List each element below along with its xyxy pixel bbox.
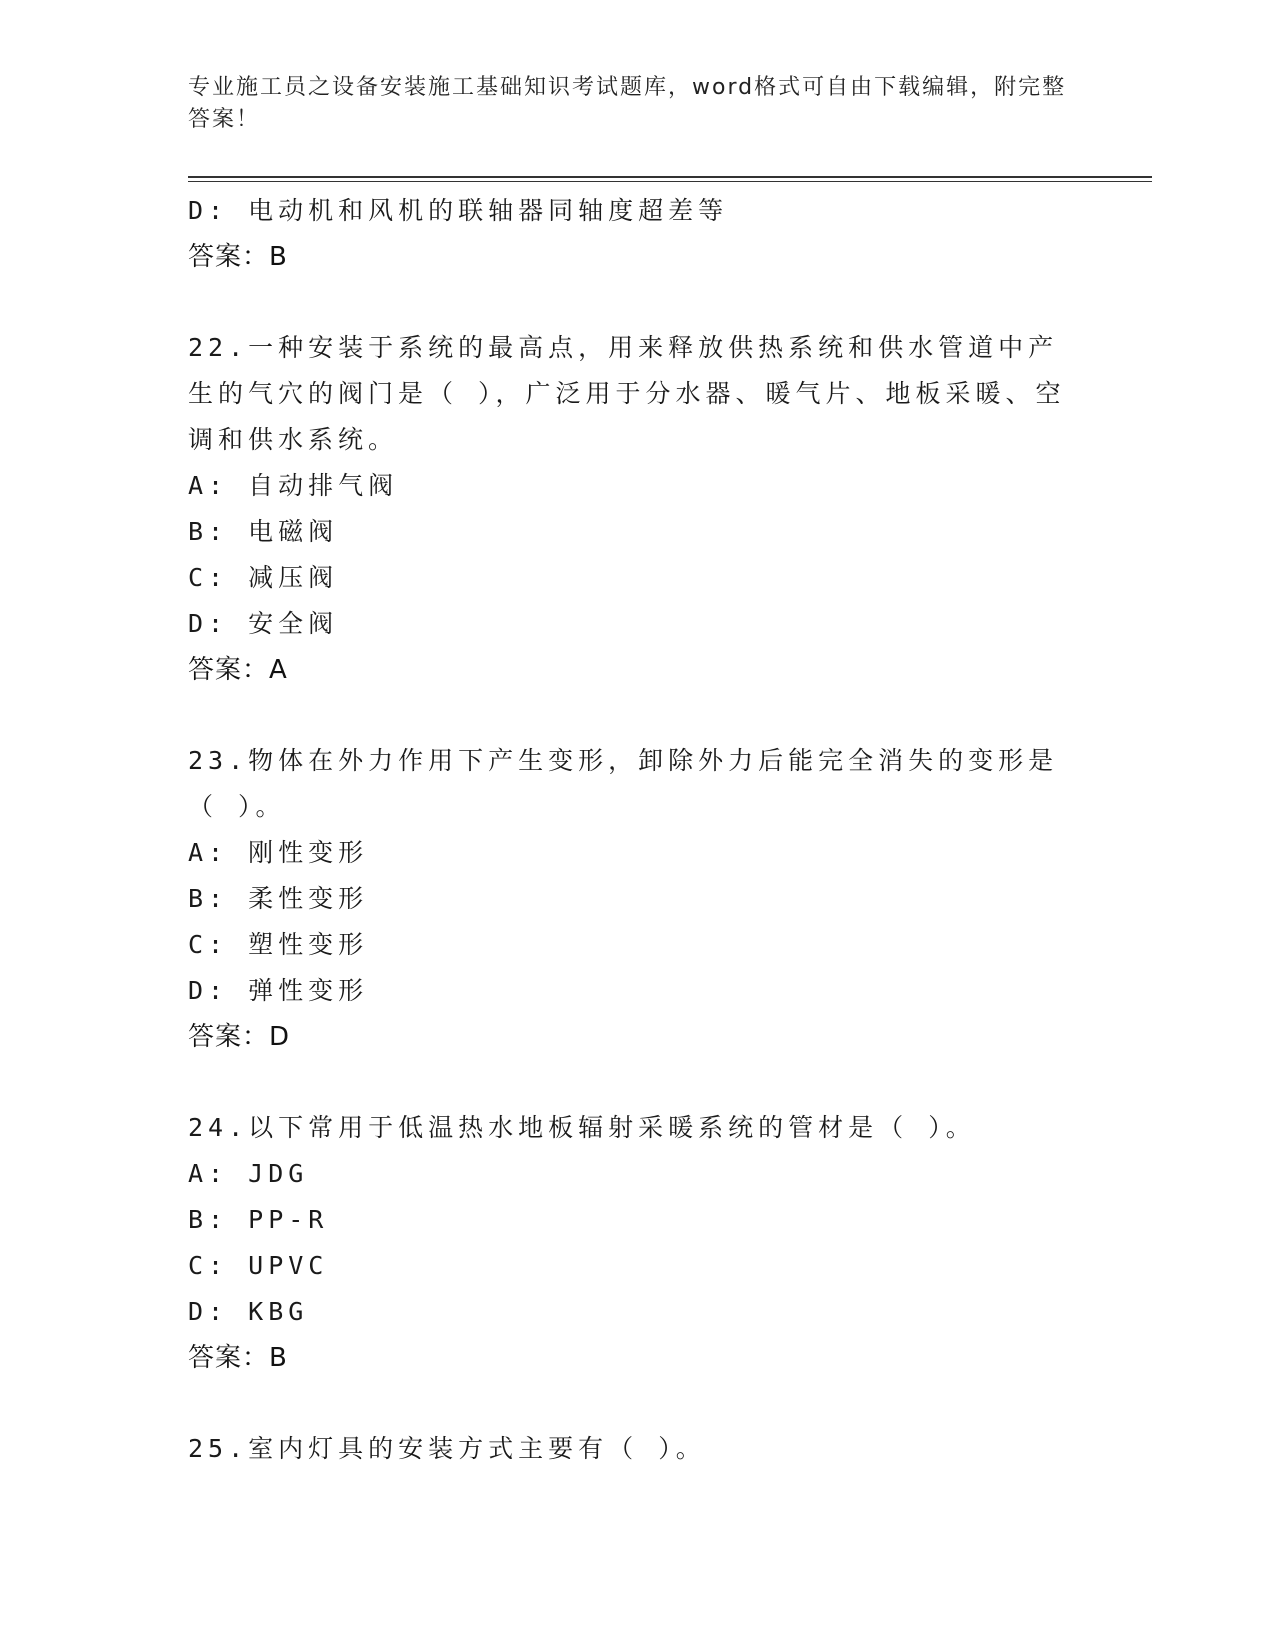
question-23-option-b: B: 柔性变形 (188, 884, 369, 913)
question-24-option-b: B: PP-R (188, 1205, 329, 1234)
header-rule-thin (188, 181, 1152, 182)
question-22-option-a: A: 自动排气阀 (188, 471, 399, 500)
question-22-option-d: D: 安全阀 (188, 609, 339, 638)
question-23-option-d: D: 弹性变形 (188, 976, 369, 1005)
question-24-option-d: D: KBG (188, 1297, 309, 1326)
question-23-answer: 答案：D (188, 1022, 291, 1052)
question-23-stem: 23.物体在外力作用下产生变形，卸除外力后能完全消失的变形是（ ）。 (188, 746, 1059, 821)
question-22-stem: 22.一种安装于系统的最高点，用来释放供热系统和供水管道中产生的气穴的阀门是（ ），广泛用于分水器、暖气片、地板采暖、空调和供水系统。 (188, 333, 1066, 454)
question-23-option-c: C: 塑性变形 (188, 930, 369, 959)
question-22-option-b: B: 电磁阀 (188, 517, 339, 546)
header-rule-thick (188, 176, 1152, 178)
prev-answer: 答案：B (188, 242, 288, 272)
question-25-stem: 25.室内灯具的安装方式主要有（ ）。 (188, 1434, 706, 1463)
question-content (188, 188, 1088, 1472)
spacer (188, 1381, 1088, 1426)
spacer (188, 280, 1088, 325)
question-24-stem: 24.以下常用于低温热水地板辐射采暖系统的管材是（ ）。 (188, 1113, 976, 1142)
spacer (188, 1060, 1088, 1105)
question-24-option-a: A: JDG (188, 1159, 309, 1188)
document-header: 专业施工员之设备安装施工基础知识考试题库，word格式可自由下载编辑，附完整答案！ (188, 75, 1067, 132)
question-22-option-c: C: 减压阀 (188, 563, 339, 592)
question-22-answer: 答案：A (188, 655, 288, 685)
question-23-option-a: A: 刚性变形 (188, 838, 369, 867)
question-24-option-c: C: UPVC (188, 1251, 329, 1280)
prev-option-d: D: 电动机和风机的联轴器同轴度超差等 (188, 196, 729, 225)
question-24-answer: 答案：B (188, 1343, 288, 1373)
spacer (188, 693, 1088, 738)
